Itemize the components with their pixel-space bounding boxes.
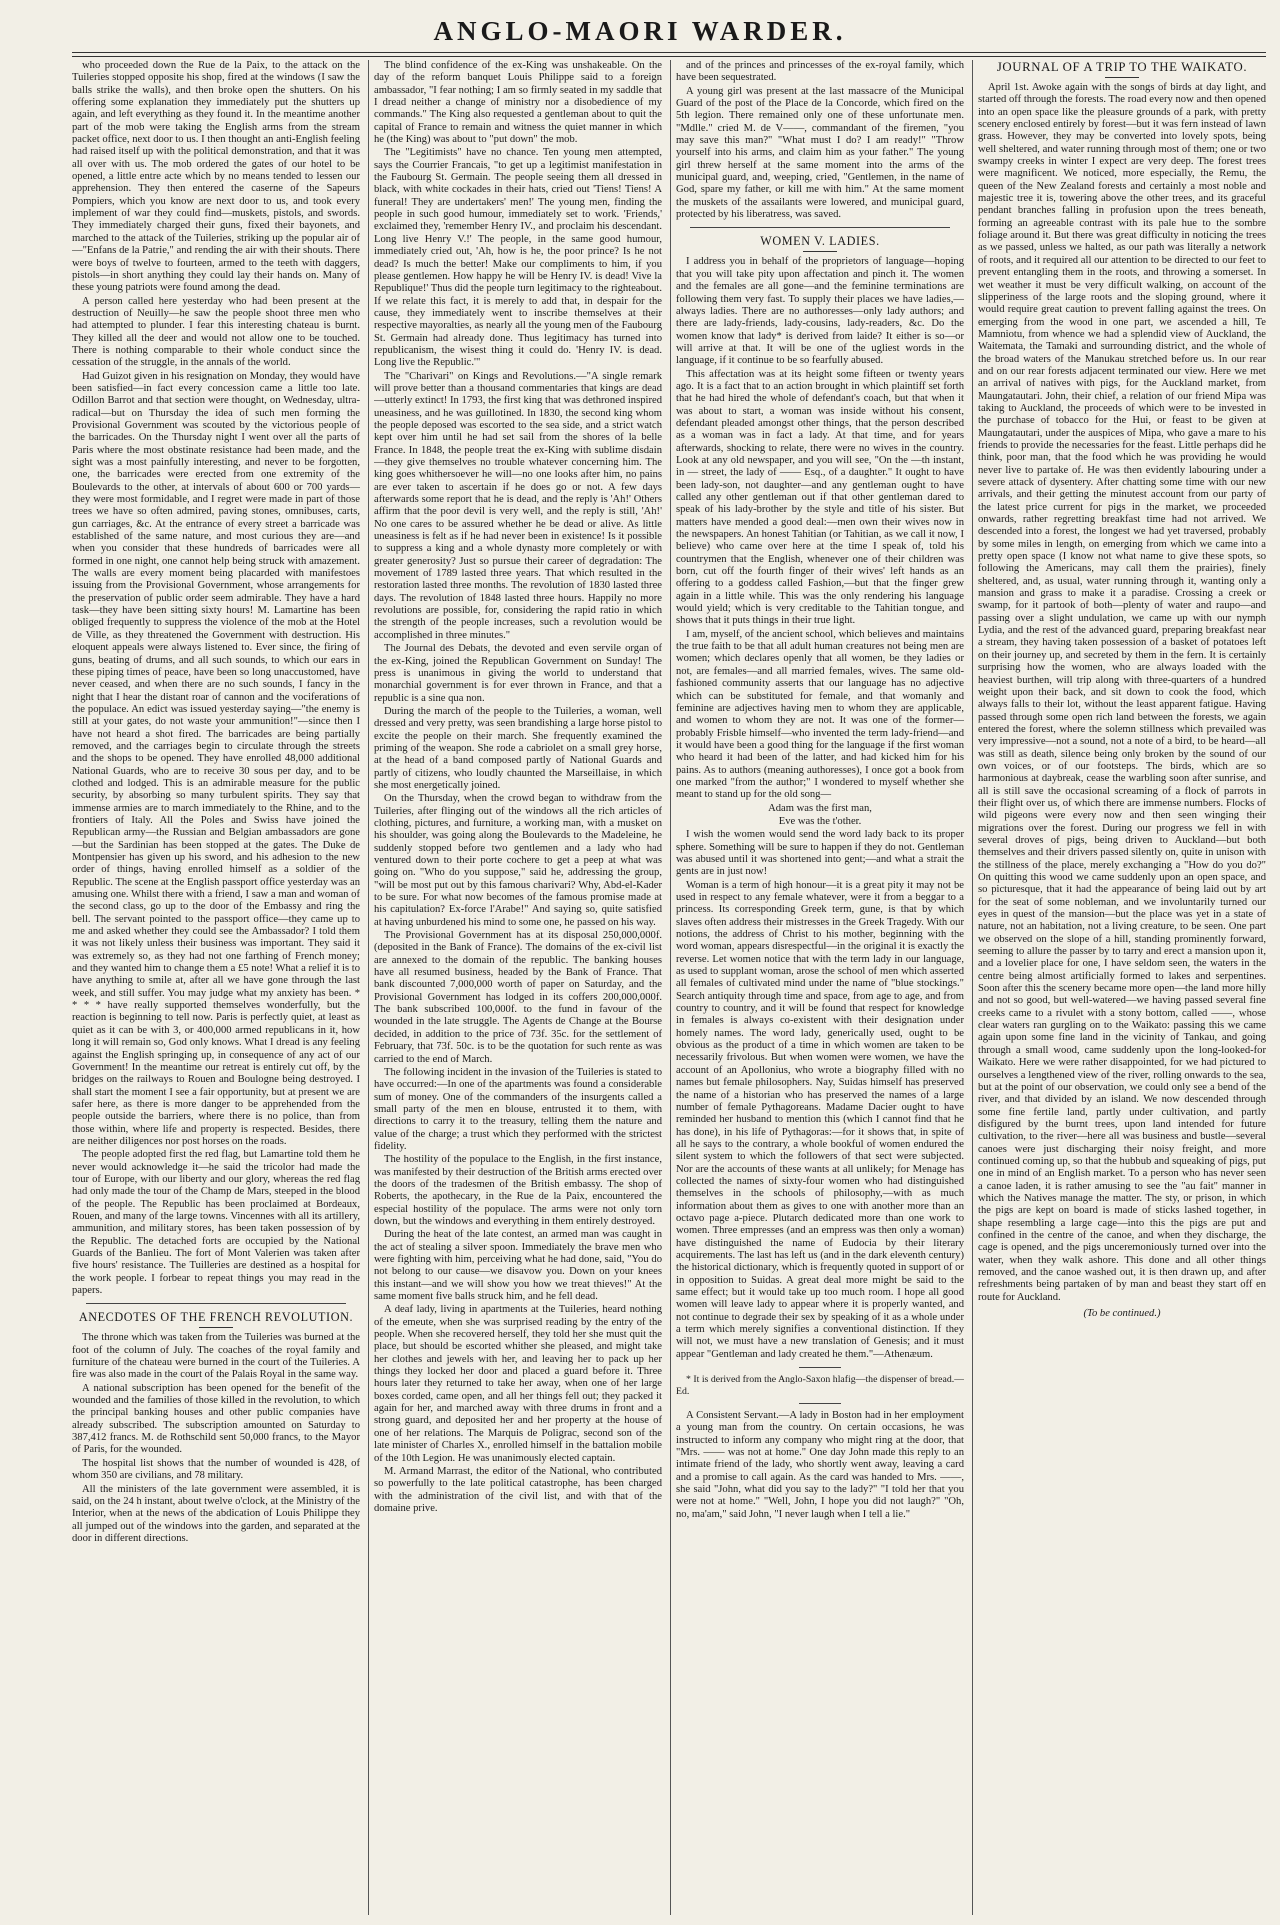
column-2 <box>374 60 662 1915</box>
paragraph: A national subscription has been opened for the benefit of the wounded and the families of those killed in the revolution, to which the principal banking houses and other public companies have already subscribed. The subscription amounted on Saturday to 387,412 francs. M. de Rothschild sent 50,000 francs, to the Mayor of Paris, for the wounded. <box>72 1382 360 1456</box>
column-divider <box>670 60 671 1915</box>
footnote: * It is derived from the Anglo-Saxon hlafig—the dispenser of bread.—Ed. <box>676 1374 964 1397</box>
paragraph: The throne which was taken from the Tuileries was burned at the foot of the column of July. The coaches of the royal family and furniture of the chateau were burned in the court of the Tuileries. A fire was also made in the court of the Palais Royal in the same way. <box>72 1332 360 1381</box>
paragraph: During the march of the people to the Tuileries, a woman, well dressed and very pretty, was seen brandishing a large horse pistol to excite the people on their march. She frequently examined the priming of the weapon. She rode a cabriolet on a small grey horse, at the head of a band composed partly of National Guards and partly of citizens, who loudly chaunted the Marseillaise, in which she most energetically joined. <box>374 705 662 791</box>
paragraph: On the Thursday, when the crowd began to withdraw from the Tuileries, after flinging out of the windows all the rich articles of clothing, pictures, and furniture, a working man, with a musket on his shoulder, was going along the Boulevards to the Madeleine, he suddenly stopped before two gentlemen and a lady who had ventured down to their porte cochere to get a peep at what was going on. "Who do you suppose," said he, addressing the group, "will be most put out by this famous charivari? Why, Abd-el-Kader to be sure. For what now becomes of the famous promise made at his capitulation? Ex-force l'Arabe!" And saying so, quite satisfied at having unburdened his mind to some one, he passed on his way. <box>374 793 662 928</box>
paragraph: A person called here yesterday who had been present at the destruction of Neuilly—he saw the people shoot three men who had attempted to plunder. I fear this interesting chateau is burnt. They killed all the deer and would not allow one to be touched. There is nothing comparable to their whole conduct since the cessation of the struggle, in the annals of the world. <box>72 295 360 369</box>
footnote-rule <box>799 1367 841 1368</box>
paragraph: This affectation was at its height some fifteen or twenty years ago. It is a fact that to an action brought in which plaintiff set forth that he had hired the whole of defendant's coach, but that when it was about to start, a woman was inside without his consent, defendant pleaded amongst other things, that the person described as a woman was in fact a lady. At that time, and for years afterwards, shocking to relate, there were no wives in the country. Look at any old newspaper, and you will see, "On the —th instant, in — street, the lady of —— Esq., of a daughter." It ought to have been lady-son, not daughter—and any gentleman ought to have called any other gentleman out if that other gentleman dared to speak of his lady-brother by the style and title of his sister. But matters have mended a good deal:—men own their wives now in the newspapers. An honest Tahitian (or Tahitian, as we call it now, I believe) who came over here at the time I speak of, told his countrymen that the English, whenever one of their children was born, cut off the fourth finger of their wives' left hands as an offering to a goddess called Fashion,—but that the finger grew again in a little while. This was the only rendering his language would yield; which is very creditable to the Tahitian tongue, and shows that it puts things in their true light. <box>676 368 964 627</box>
paragraph: The Journal des Debats, the devoted and even servile organ of the ex-King, joined the Republican Government on Sunday! The press is unanimous in giving the world to understand that monarchial government is for ever thrown in France, and that a republic is a sine qua non. <box>374 643 662 704</box>
paragraph: Woman is a term of high honour—it is a great pity it may not be used in respect to any female whatever, were it from a beggar to a princess. Its corresponding Greek term, gunе, is that by which slaves often address their mistresses in the Greek Tragedy. With our notions, the address of Christ to his mother, beginning with the word woman, appears disrespectful—in the original it is exactly the reverse. Let women notice that with the term lady in our language, as used to supplant woman, arose the school of men which asserted all females of cultivated mind under the name of "blue stockings." Search antiquity through time and space, from age to age, and from country to country, and it will be found that respect for knowledge in females is always co-existent with their designation under homely names. The word lady, generically used, ought to be obvious as the product of a time in which women are taken to be necessarily frivolous. But when women were women, we have the account of an Apollonius, who wrote a biography filled with no names but female philosophers. Nay, Suidas himself has preserved the name of a historian who has preserved the names of a large number of female Pythagoreans. Madame Dacier ought to have reminded her husband to mention this (which I cannot find that he has done), in his life of Pythagoras:—for it shows that, in spite of all he says to the contrary, a whole bookful of women endured the silent system to which the followers of that sect were subjected. Nor are the accounts of these wants at all unlikely; for Menage has collected the names of sixty-four women who had distinguished themselves in the schools of philosophy,—with as much information about them as gives to one with another more than an octavo page a-piece. Plutarch dedicated more than one work to women. Three empresses (and an empress was then only a woman) have distinguished the name of Eudocia by their literary acquirements. The last has left us (and in the dark eleventh century) the historical dictionary, which is frequently quoted in support of or in opposition to Suidas. A great deal more might be said to the same effect; but it would take up too much room. I hope all good women will leave lady to appear where it is properly wanted, and not continue to degrade their sex by speaking of it as a whole under a term which merely signifies a conventional distinction. If they will not, we must have a new translation of Genesis; and it must appear "Gentleman and lady created he them."—Athenæum. <box>676 879 964 1360</box>
masthead-title: ANGLO-MAORI WARDER. <box>433 16 847 46</box>
column-divider <box>368 60 369 1915</box>
paragraph: I am, myself, of the ancient school, which believes and maintains the true faith to be that all adult human creatures not being men are women; which declares openly that all women, be they ladies or not, are females—and all married females, wives. The same old-fashioned community asserts that our language has no adjective which can be substituted for female, and that womanly and feminine are adjectives having men to whom they are applicable, and women to whom they are not. It was one of the former—probably Frisble himself—who invented the term lady-friend—and it would have been a good thing for the language if the first woman who heard it had been of the latter, and had kicked him for his pains. As to authors (meaning authoresses), I once got a book from one marked "from the author;" I wondered to myself whether she meant to stand up for the old song— <box>676 628 964 801</box>
paragraph: The "Charivari" on Kings and Revolutions.—"A single remark will prove better than a thousand commentaries that kings are dead—utterly extinct! In 1793, the first king that was dethroned inspired uneasiness, and he was guillotined. In 1830, the second king whom the people deposed was escorted to the sea side, and a strict watch kept over him until he had set sail from the shores of la belle France. In 1848, the people treat the ex-King with sublime disdain—they give themselves no trouble whatever concerning him. The king goes whithersoever he will—no one looks after him, no pains are ever taken to ascertain if he does go or not. A few days afterwards some report that he is dead, and the reply is 'Ah!' Others affirm that the poor devil is very well, and the reply is still, 'Ah!' No one cares to be assured whether he be dead or alive. As little uneasiness is felt as if he had never been in existence! Is it possible to suppress a king and a whole dynasty more completely or with greater generosity? Just so pursue their career of degradation: The movement of 1789 lasted three years. That which resulted in the restoration lasted three months. The revolution of 1830 lasted three days. The revolution of 1848 lasted three hours. Happily no more revolutions are possible, for, considering the rapid ratio in which the strength of the people increases, such a revolution would be accomplished in three minutes." <box>374 370 662 641</box>
column-divider <box>972 60 973 1915</box>
paragraph: The "Legitimists" have no chance. Ten young men attempted, says the Courrier Francais, "to get up a legitimist manifestation in the Faubourg St. Germain. The people seeing them all dressed in black, with white cockades in their hats, cried out 'Tiens! Tiens! A funeral! They are undertakers' men!' The young men, finding the people in such good humour, immediately set to work. 'Friends,' exclaimed they, 'remember Henry IV., and proclaim his descendant. Long live Henry V.!' The people, in the same good humour, immediately cried out, 'Ah, how is he, the poor prince? Is he not dead? Is much the better! Make our compliments to him, if you please gentlemen. How happy he will be Henry IV. is dead! Vive la Republique!' Thus did the people turn legitimacy to the righteabout. If we relate this fact, it is merely to add that, in despair for the cause, they immediately went to inscribe themselves at their respective mayoralties, as nearly all the young men of the Faubourg St. Germain had already done. Thus legitimacy has turned into republicanism, the wisest thing it could do. 'Henry IV. is dead. Long live the Republic.'" <box>374 147 662 369</box>
paragraph: During the heat of the late contest, an armed man was caught in the act of stealing a silver spoon. Immediately the brave men who were fighting with him, perceiving what he had done, said, "You do not belong to our cause—we disavow you. Down on your knees this instant—and we will show you how we treat thieves!" At the same moment five balls struck him, and he fell dead. <box>374 1229 662 1303</box>
paragraph: M. Armand Marrast, the editor of the National, who contributed so powerfully to the late political catastrophe, has been charged with the administration of the civil list, and with that of the domaine prive. <box>374 1465 662 1514</box>
section-rule <box>86 1303 345 1304</box>
paragraph: I wish the women would send the word lady back to its proper sphere. Something will be sure to happen if they do not. Gentleman was abused until it was shortened into gent;—and what a strait the gents are in just now! <box>676 829 964 878</box>
paragraph: who proceeded down the Rue de la Paix, to the attack on the Tuileries stopped opposite his shop, fired at the windows (I saw the balls strike the walls), and then broke open the shutters. On his offering some explanation they immediately put the shutters up again, and left everything as they found it. In the meantime another part of the mob were taking the English arms from the stream packet office, next door to us. I then thought an anti-English feeling had raised itself up with the political demonstration, and that it was all over with us. The mob ordered the gates of our hotel to be opened, a little entre acte which by no means tended to lessen our apprehension. They then entered the caserne of the Sapeurs Pompiers, which you know are next door to us, and took every implement of war they could find—muskets, pistols, and swords. They immediately charged their guns, fixed their bayonets, and marched to the attack of the Tuileries, striking up the popular air of—"Enfans de la Patrie," and rending the air with their shouts. There were boys of twelve to fourteen, armed to the teeth with daggers, pistols—in short anything they could lay their hands on. Many of these young patriots were found among the dead. <box>72 60 360 294</box>
column-3 <box>676 60 964 1915</box>
paragraph: and of the princes and princesses of the ex-royal family, which have been sequestrated. <box>676 60 964 84</box>
section-rule <box>799 1403 841 1404</box>
paragraph: The hostility of the populace to the English, in the first instance, was manifested by their destruction of the British arms erected over the doors of the tradesmen of the British embassy. The shop of Roberts, the apothecary, in the Rue de la Paix, encountered the especial hostility of the populace. The arms were not only torn down, but the windows and everything in them entirely destroyed. <box>374 1154 662 1227</box>
paragraph: The hospital list shows that the number of wounded is 428, of whom 350 are civilians, and 78 military. <box>72 1457 360 1482</box>
masthead-rule <box>72 56 1266 57</box>
paragraph: A Consistent Servant.—A lady in Boston had in her employment a young man from the country. On certain occasions, he was instructed to inform any company who might ring at the door, that "Mrs. —— was not at home." One day John made this reply to an intimate friend of the lady, who shortly went away, leaving a card and a promise to call again. As the card was handed to Mrs. ——, she said "John, what did you say to the lady?" "I told her that you were not at home." "Well, John, I hope you did not laugh?" "Oh, no, ma'am," said John, "I never laugh when I tell a lie." <box>676 1410 964 1520</box>
article-heading: ANECDOTES OF THE FRENCH REVOLUTION. <box>78 1310 354 1325</box>
paragraph: A young girl was present at the last massacre of the Municipal Guard of the post of the Place de la Concorde, which fired on the 5th legion. There remained only one of these unfortunate men. "Mdlle." cried M. de V——, commandant of the firemen, "you may save this man?" "What must I do? I am ready!" "Throw yourself into his arms, and claim him as your father." The young girl threw herself at the same moment into the arms of the municipal guard, and, weeping, cried, "Gentlemen, in the name of God, spare my father, or kill me with him." At the same moment the muskets of the assailants were lowered, and municipal guard, protected by his liberatress, was saved. <box>676 85 964 221</box>
paragraph: The blind confidence of the ex-King was unshakeable. On the day of the reform banquet Louis Philippe said to a foreign ambassador, "I fear nothing; I am so firmly seated in my saddle that I dread neither a change of ministry nor a disobedience of my commands." The King also requested a gentleman about to quit the capital of France to remain and witness the quiet manner in which he (the King) was about to "put down" the mob. <box>374 60 662 146</box>
paragraph: All the ministers of the late government were assembled, it is said, on the 24 h instant, about twelve o'clock, at the Ministry of the Interior, when at the news of the abdication of Louis Philippe they all jumped out of the windows into the garden, and separated at the door in different directions. <box>72 1483 360 1544</box>
verse-line: Eve was the t'other. <box>778 815 862 827</box>
continued-note: (To be continued.) <box>1083 1308 1161 1320</box>
section-rule <box>690 227 949 228</box>
paragraph: A deaf lady, living in apartments at the Tuileries, heard nothing of the emeute, when she was surprised reading by the entry of the people. When she recovered herself, they told her she must quit the place, but should be escorted whither she pleased, and might take her clothes and jewels with her, and leaving her to pack up her things they locked her door and placed a guard before it. Three hours later they returned to take her away, when one of her large boxes corded, came open, and all her things fell out; they packed it again for her, and marched away with three drums in front and a strong guard, and deposited her and her property at the house of one of her relations. The Marquis de Poligrac, second son of the late minister of Charles X., enrolled himself in the battalion mobile of the 10th Legion. He was unanimously elected captain. <box>374 1304 662 1464</box>
paragraph: The Provisional Government has at its disposal 250,000,000f. (deposited in the Bank of France). The domains of the ex-civil list are annexed to the domain of the republic. The banking houses have all resumed business, headed by the Bank of France. That bank discounted 7,000,000 worth of paper on Saturday, and the Provisional Government has lodged in its coffers 200,000,000f. The bank subscribed 100,000f. to the fund in favour of the wounded in the late struggle. The Agents de Change at the Bourse decided, in addition to the price of 73f. 35c. for the settlement of February, that 73f. 50c. is to be the quotation for such rente as was carried to the end of March. <box>374 930 662 1065</box>
column-4 <box>978 60 1266 1915</box>
heading-dash <box>199 1327 233 1328</box>
masthead-rule <box>72 52 1266 53</box>
paragraph: The following incident in the invasion of the Tuileries is stated to have occurred:—In one of the apartments was found a considerable sum of money. One of the commanders of the insurgents called a small party of the men en blouse, entrusted it to them, with directions to carry it to the treasury, telling them the nature and value of the charge; a trust which they performed with the strictest fidelity. <box>374 1066 662 1152</box>
heading-dash <box>1105 77 1139 78</box>
paragraph: Had Guizot given in his resignation on Monday, they would have been satisfied—in fact every concession came a little too late. Odillon Barrot and that section were thought, on Wednesday, ultra-radical—but on Thursday the idea of such men forming the Provisional Government was scouted by the victorious people of the barricades. On the Thursday night I went over all the parts of Paris where the most obstinate resistance had been made, and the sight was a most painfully interesting, and never to be forgotten, one, the barricades were erected from one extremity of the Boulevards to the other, at intervals of about 600 or 700 yards—they were most formidable, and I regret were made in part of those trees we have so often admired, paving stones, omnibuses, carts, gun carriages, &c. At the entrance of every street a barricade was established of the same nature, and most curious they are—and when you consider that these hundreds of barricades were all formed in one night, one cannot help being struck with amazement. The walls are every moment being placarded with manifestoes issuing from the Provisional Government, whose arrangements for the preservation of public order seem admirable. They have a hard task—they have been sitting sixty hours! M. Lamartine has been obliged frequently to suppress the violence of the mob at the Hotel de Ville, as they threatened the Government with destruction. His eloquent appeals were always listened to. Ever since, the firing of guns, beating of drums, and all such sounds, to which our ears in these piping times of peace, have been so long unaccustomed, have never ceased, and when there are no such sounds, I fancy in the night that I hear the distant roar of cannon and the vociferations of the populace. An edict was issued yesterday saying—"the enemy is still at your gates, do not waste your ammunition!"—since then I have not heard a shot fired. The barricades are being partially removed, and the carriages begin to circulate through the streets and the shops to be opened. They have enrolled 48,000 additional National Guards, who are to receive 30 sous per day, and to be clothed and lodged. This is an admirable measure for the public security, by absorbing so many turbulent spirits. They say that immense armies are to march immediately to the Rhine, and to the frontiers of Italy. All the Poles and Swiss have joined the Republican army—the Russian and Belgian ambassadors are gone—but the Sardinian has been stopped at the gates. The Duke de Montpensier has given up his sword, and his adhesion to the new order of things, having enrolled himself as a soldier of the Republic. The scene at the English passport office yesterday was an amusing one. Whilst there with a friend, I saw a man and woman of the second class, go up to the door of the Embassy and ring the bell. The servant pointed to the passport office—they came up to me and asked whether they could see the Ambassador? I told them it was not likely unless their business was important. They said it was extremely so, as they had not one farthing of French money; and they wanted him to change them a £5 note! What a relief it is to have anything to smile at, after all we have gone through the last week, and still suffer. You may judge what my anxiety has been. * * * * have really supported themselves wonderfully, but the reaction is beginning to tell now. Paris is perfectly quiet, at least as quiet as it can be with 3, or 400,000 armed republicans in it, how long it will remain so, God only knows. What I dread is any feeling against the English springing up, in consequence of any act of our Government! In the meantime our retreat is entirely cut off, by the bridges on the railways to Rouen and Boulogne being destroyed. I shall start the moment I see a fair opportunity, but at present we are safer here, as there is more danger to be apprehended from the people outside the barriers, where there is no police, than from those within, where life and property is respected. Besides, there are neither diligences nor post horses on the roads. <box>72 370 360 1147</box>
article-heading: JOURNAL OF A TRIP TO THE WAIKATO. <box>996 60 1248 74</box>
article-heading: WOMEN V. LADIES. <box>760 234 880 249</box>
paragraph: The people adopted first the red flag, but Lamartine told them he never would acknowledge it—he said the tricolor had made the tour of Europe, with our liberty and our glory, whereas the red flag had only made the tour of the Champ de Mars, steeped in the blood of the people. The Republic has been proclaimed at Bordeaux, Rouen, and many of the large towns. Vincennes with all its artillery, ammunition, and military stores, has been taken possession of by the Republic. The detached forts are occupied by the National Guards of the Banlieu. The fort of Mont Valerien was taken after five hours' resistance. The Tuilleries are destined as a hospital for the work people. I forbear to repeat things you may read in the papers. <box>72 1149 360 1297</box>
columns <box>72 60 1266 1915</box>
paragraph: April 1st. Awoke again with the songs of birds at day light, and started off through the forests. The road every now and then opened into an open space like the pleasure grounds of a park, with pretty scenery enclosed entirely by forest—but it was fern instead of lawn grass. However, they may be converted into lovely spots, being well sheltered, and water running through most of them; one or two swampy creeks in winter I expect are very deep. The forest trees were magnificent. We noticed, more especially, the Remu, the queen of the New Zealand forests and certainly a most noble and majestic tree it is, towering above the other trees, and its graceful pendant branches falling in profusion upon the trees beneath, forming an agreeable contrast with its pale hue to the sombre foliage around it. But there was great difficulty in noticing the trees as we passed, unless we halted, as our path was literally a network of roots, and it required all our attention to be directed to our feet to prevent entangling them in the roots, and throwing a somerset. In wet weather it must be very difficult walking, on account of the slipperiness of the large roots and the sloping ground, where it would require great caution to prevent falling against the trees. On emerging from the wood in one part, we ascended a hill, Te Mamniotu, from whence we had a splendid view of Auckland, the Waitemata, the Tamaki and surrounding district, and the whole of the broad waters of the Manukau stretched before us. In our rear and on our rear forests adjacent terminated our view. Here we met an arrival of natives with pigs, for the Auckland market, from Maungatautari. John, their chief, a relation of our friend Mipa was taking to Auckland, the proceeds of which were to be invested in the purchase of tobacco for the Hui, or feast to be given at Maungatautari, under the auspices of Mipa, who gave a mare to his friends to provide the necessaries for the feast. Little perhaps did he think, poor man, that the food which he was providing he would never live to partake of. He was then evidently labouring under a severe attack of dysentery. After chatting some time with our new arrivals, and their getting the minutest account from our party of the latest price current for pigs in the market, we proceeded onwards, rather regretting breakfast time had not arrived. We descended into a forest, the longest we had yet traversed, probably by some miles in length, on emerging from which we came into a pretty open space (I know not what name to give these spots, so following the Americans, may call them the prairies), finely sheltered, and, as usual, water running through it, wanting only a mansion and grass to make it a paradise. Crossing a creek or swamp, for it partook of both—plenty of water and raupo—and passing over a slight undulation, we came up with our nymph Lydia, and the rest of the advanced guard, preparing breakfast near a stream, they having taken possession of a basket of potatoes left on their journey up, and secreted by them in the fern. It is certainly surprising how the women, who are always loaded with the heaviest burthen, will trip along with three-quarters of a hundred weight upon their back, and sit down to cook the food, which always falls to their lot, without the least apparent fatigue. Having passed through some open rich land between the forests, we again entered the forest, where the solemn stillness which prevailed was very impressive—not a sound, not a note of a bird, to be heard—all was still as death, silence being only broken by the sound of our own voices, or of our footsteps. The birds, which are so harmonious at daybreak, cease the warbling soon after sunrise, and all is still save the occasional screaming of a flock of parrots in their flight over us, of which there are immense numbers. Flocks of wild pigeons were every now and then seen winging their migrations over the forest. During our progress we fell in with several droves of pigs, being driven to Auckland—but both themselves and their drivers passed silently on, quite in unison with the stillness of the place, merely exchanging a "How do you do?" On quitting this wood we came suddenly upon an open space, and so picturesque, that it had the appearance of being laid out by art for the seat of some nobleman, and we involuntarily turned our eyes in quest of the mansion—but the place was yet in a state of nature, not an habitation, not a living creature, to be seen. One part we observed on the slope of a hill, standing prominently forward, seeming to allure the passer by to tarry and erect a mansion upon it, and a lovelier place for one, I have seldom seen, the waters in the centre being almost artificially formed to lakes and serpentines. Soon after this the scenery became more open—the land more hilly and not so good, but well-watered—we having passed several fine creeks came to a rivulet with a stony bottom, called ——, whose clear waters ran gurgling on to the Waikato: passing this we came again upon some fine land in the vicinity of Tankau, and going through a small wood, came suddenly upon the long-looked-for Waikato. Here we were rather disappointed, for we had pictured to ourselves a lengthened view of the river, rolling onwards to the sea, but at the point of our observation, we could only see a bend of the river, and that divided by an island. We now descended through some fine fertile land, partly under cultivation, and partly disfigured by the burnt trees, upon land intended for future cultivation, to the river—here all was business and bustle—several canoes were just discharging their noisy freight, and more continued coming up, so that the hubbub and squeaking of pigs, put one in mind of an English market. To a person who has never seen a canoe laden, it is rather amusing to see the "au fait" manner in which the Natives manage the matter. The sty, or prison, in which the pigs are kept on board is made of sticks lashed together, in shape resembling a large cage—into this the pigs are put and confined in the centre of the canoe, and when they discharge, the cage is opened, and the pigs unceremoniously turned over into the water, when they walk ashore. This done and all other things removed, and the canoe washed out, it is then drawn up, and after refreshments being partaken of by man and beast they start off en route for Auckland. <box>978 82 1266 1303</box>
heading-dash <box>803 251 837 252</box>
column-1 <box>72 60 360 1915</box>
paragraph: I address you in behalf of the proprietors of language—hoping that you will take pity upon affectation and pinch it. The women and the females are all gone—and the feminine terminations are following them very fast. To supply their places we have ladies,—always ladies. There are no authoresses—only lady authors; and there are lady-friends, lady-cousins, lady-readers, &c. Do the women know that lady* is derived from laide? It either is so—or will arrive at that. It will be one of the ugliest words in the language, if it continue to be so fearfully abused. <box>676 256 964 367</box>
verse-line: Adam was the first man, <box>768 802 872 814</box>
